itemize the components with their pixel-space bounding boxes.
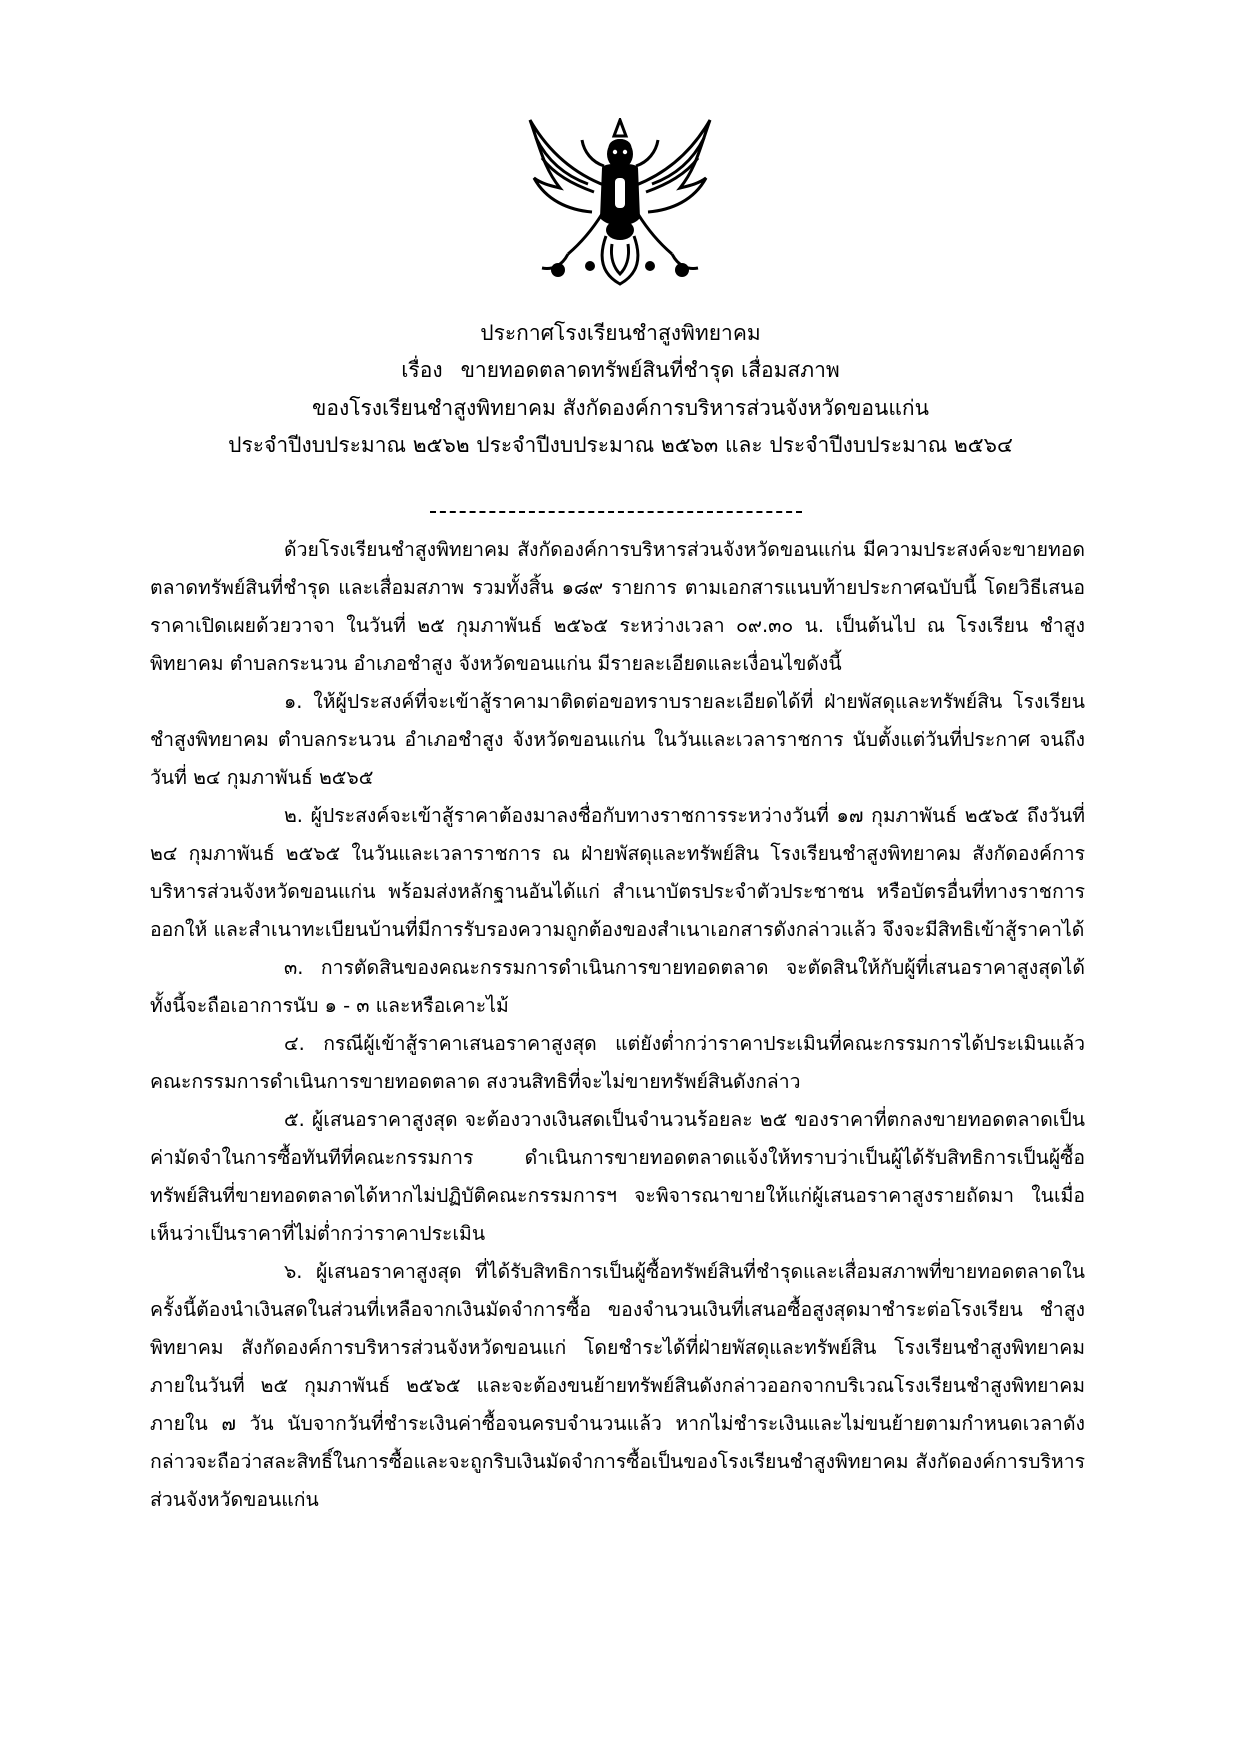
garuda-emblem-icon xyxy=(522,118,718,286)
clause-3: ๓. การตัดสินของคณะกรรมการดำเนินการขายทอดตลาด จะตัดสินให้กับผู้ที่เสนอราคาสูงสุดได้ ทั้งนี้จะถือเอาการนับ ๑ - ๓ และหรือเคาะไม้ xyxy=(150,956,1085,1017)
subject-label: เรื่อง xyxy=(401,358,443,382)
clause-1: ๑. ให้ผู้ประสงค์ที่จะเข้าสู้ราคามาติดต่อขอทราบรายละเอียดได้ที่ ฝ่ายพัสดุและทรัพย์สิน โรงเรียนชำสูงพิทยาคม ตำบลกระนวน อำเภอชำสูง จังหวัดขอนแก่น ในวันและเวลาราชการ นับตั้งแต่วันที่ประกาศ จนถึงวันที่ ๒๔ กุมภาพันธ์ ๒๕๖๕ xyxy=(150,690,1085,789)
intro-paragraph: ด้วยโรงเรียนชำสูงพิทยาคม สังกัดองค์การบริหารส่วนจังหวัดขอนแก่น มีความประสงค์จะขายทอดตลาดทรัพย์สินที่ชำรุด และเสื่อมสภาพ รวมทั้งสิ้น ๑๘๙ รายการ ตามเอกสารแนบท้ายประกาศฉบับนี้ โดยวิธีเสนอราคาเปิดเผยด้วยวาจา ในวันที่ ๒๕ กุมภาพันธ์ ๒๕๖๕ ระหว่างเวลา ๐๙.๓๐ น. เป็นต้นไป ณ โรงเรียน ชำสูงพิทยาคม ตำบลกระนวน อำเภอชำสูง จังหวัดขอนแก่น มีรายละเอียดและเงื่อนไขดังนี้ xyxy=(150,538,1085,675)
subject-line xyxy=(0,351,1241,389)
subject-text: ขายทอดตลาดทรัพย์สินที่ชำรุด เสื่อมสภาพ xyxy=(460,358,840,382)
section-divider xyxy=(430,511,802,513)
announcement-body xyxy=(150,531,1085,1519)
clause-2: ๒. ผู้ประสงค์จะเข้าสู้ราคาต้องมาลงชื่อกับทางราชการระหว่างวันที่ ๑๗ กุมภาพันธ์ ๒๕๖๕ ถึงวันที่ ๒๔ กุมภาพันธ์ ๒๕๖๕ ในวันและเวลาราชการ ณ ฝ่ายพัสดุและทรัพย์สิน โรงเรียนชำสูงพิทยาคม สังกัดองค์การบริหารส่วนจังหวัดขอนแก่น พร้อมส่งหลักฐานอันได้แก่ สำเนาบัตรประจำตัวประชาชน หรือบัตรอื่นที่ทางราชการออกให้ และสำเนาทะเบียนบ้านที่มีการรับรองความถูกต้องของสำเนาเอกสารดังกล่าวแล้ว จึงจะมีสิทธิเข้าสู้ราคาได้ xyxy=(150,804,1085,941)
fiscal-year-line: ประจำปีงบประมาณ ๒๕๖๒ ประจำปีงบประมาณ ๒๕๖๓ และ ประจำปีงบประมาณ ๒๕๖๔ xyxy=(228,433,1013,457)
clause-6: ๖. ผู้เสนอราคาสูงสุด ที่ได้รับสิทธิการเป็นผู้ซื้อทรัพย์สินที่ชำรุดและเสื่อมสภาพที่ขายทอดตลาดในครั้งนี้ต้องนำเงินสดในส่วนที่เหลือจากเงินมัดจำการซื้อ ของจำนวนเงินที่เสนอซื้อสูงสุดมาชำระต่อโรงเรียน ชำสูงพิทยาคม สังกัดองค์การบริหารส่วนจังหวัดขอนแก่ โดยชำระได้ที่ฝ่ายพัสดุและทรัพย์สิน โรงเรียนชำสูงพิทยาคม ภายในวันที่ ๒๕ กุมภาพันธ์ ๒๕๖๕ และจะต้องขนย้ายทรัพย์สินดังกล่าวออกจากบริเวณโรงเรียนชำสูงพิทยาคม ภายใน ๗ วัน นับจากวันที่ชำระเงินค่าซื้อจนครบจำนวนแล้ว หากไม่ชำระเงินและไม่ขนย้ายตามกำหนดเวลาดังกล่าวจะถือว่าสละสิทธิ์ในการซื้อและจะถูกริบเงินมัดจำการซื้อเป็นของโรงเรียนชำสูงพิทยาคม สังกัดองค์การบริหารส่วนจังหวัดขอนแก่น xyxy=(150,1260,1085,1511)
school-affiliation-line: ของโรงเรียนชำสูงพิทยาคม สังกัดองค์การบริหารส่วนจังหวัดขอนแก่น xyxy=(312,396,929,420)
announcement-title: ประกาศโรงเรียนชำสูงพิทยาคม xyxy=(480,321,761,345)
clause-4: ๔. กรณีผู้เข้าสู้ราคาเสนอราคาสูงสุด แต่ยังต่ำกว่าราคาประเมินที่คณะกรรมการได้ประเมินแล้ว คณะกรรมการดำเนินการขายทอดตลาด สงวนสิทธิที่จะไม่ขายทรัพย์สินดังกล่าว xyxy=(150,1032,1085,1093)
clause-5: ๕. ผู้เสนอราคาสูงสุด จะต้องวางเงินสดเป็นจำนวนร้อยละ ๒๕ ของราคาที่ตกลงขายทอดตลาดเป็นค่ามัดจำในการซื้อทันทีที่คณะกรรมการ ดำเนินการขายทอดตลาดแจ้งให้ทราบว่าเป็นผู้ได้รับสิทธิการเป็นผู้ซื้อทรัพย์สินที่ขายทอดตลาดได้หากไม่ปฏิบัติคณะกรรมการฯ จะพิจารณาขายให้แก่ผู้เสนอราคาสูงรายถัดมา ในเมื่อเห็นว่าเป็นราคาที่ไม่ต่ำกว่าราคาประเมิน xyxy=(150,1108,1085,1245)
